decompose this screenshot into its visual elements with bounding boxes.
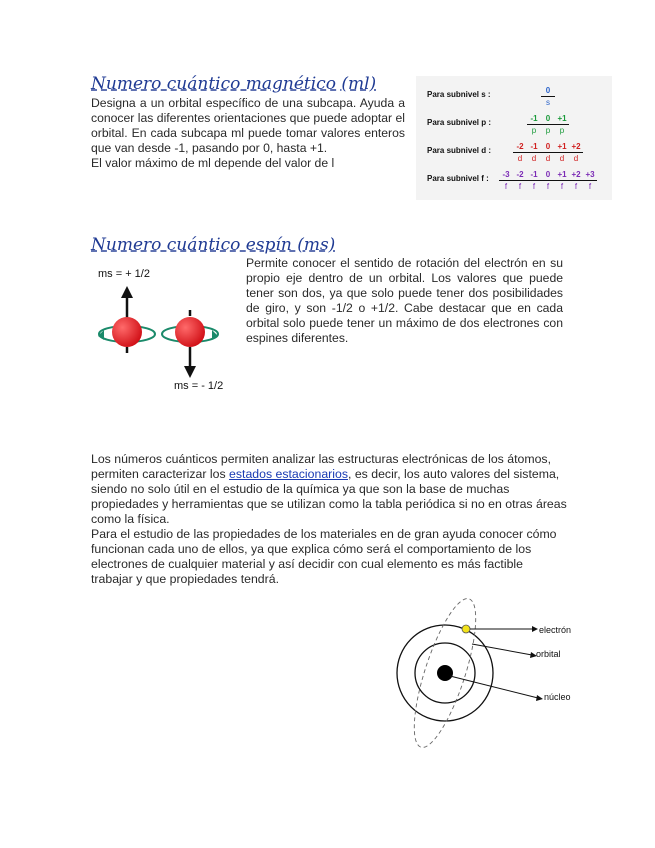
spin-illustration — [90, 258, 240, 403]
magnetic-description — [91, 96, 405, 171]
summary-text — [91, 452, 567, 587]
ml-value: 0 — [541, 86, 555, 97]
subnivel-letter: p — [531, 126, 537, 135]
subnivel-letter: f — [504, 182, 508, 191]
ml-value: -3 — [499, 170, 513, 181]
ml-value: -2 — [513, 142, 527, 153]
subnivel-label-s: Para subnivel s : — [427, 90, 491, 99]
subnivel-letter: f — [518, 182, 522, 191]
electron — [462, 625, 470, 633]
atom-diagram — [390, 596, 580, 776]
ml-value: -1 — [527, 114, 541, 125]
estados-estacionarios-link[interactable]: estados estacionarios — [229, 467, 348, 481]
subnivel-letter: f — [560, 182, 564, 191]
subnivel-letter: d — [517, 154, 523, 163]
summary-p1-start: Los números cuánticos permiten analizar las estructuras electrónicas de los átomos, permiten caracterizar los — [91, 452, 551, 481]
ml-value: 0 — [541, 142, 555, 153]
ml-value: -1 — [527, 142, 541, 153]
nucleus-label: núcleo — [544, 692, 571, 702]
magnetic-paragraph: Designa a un orbital específico de una subcapa. Ayuda a conocer las diferentes orientaciones que puede adoptar el orbital. En cada subcapa ml puede tomar valores enteros que van desde -1, pasando por 0, hasta +1. — [91, 96, 405, 155]
ml-value: +1 — [555, 170, 569, 181]
subnivel-letter: f — [546, 182, 550, 191]
orbital-pointer — [472, 644, 532, 655]
atom-drawing — [390, 596, 580, 776]
spin-drawing — [90, 258, 240, 403]
spin-up-label: ms = + 1/2 — [98, 268, 150, 280]
subnivel-letter: f — [588, 182, 592, 191]
nucleus-pointer — [450, 676, 538, 698]
summary-p1-end: , es decir, los auto valores del sistema, siendo no solo útil en el estudio de la química ya que son la base de muchas propiedades y herramientas que se utilizan como la tabla periódica si no en otras áreas como la física. — [91, 467, 567, 526]
ml-value: +2 — [569, 170, 583, 181]
subnivel-letter: f — [574, 182, 578, 191]
subnivel-row-f — [416, 170, 612, 198]
ml-value: 0 — [541, 170, 555, 181]
subnivel-letter: p — [559, 126, 565, 135]
subnivel-letter: p — [545, 126, 551, 135]
spin-quantum-number-title: Numero cuántico espín (ms) — [91, 235, 336, 255]
ml-value: 0 — [541, 114, 555, 125]
subnivel-row-d — [416, 142, 612, 170]
ml-value: +3 — [583, 170, 597, 181]
ml-value: -1 — [527, 170, 541, 181]
subnivel-letter: f — [532, 182, 536, 191]
subnivel-table — [416, 76, 612, 200]
magnetic-quantum-number-title: Numero cuántico magnético (ml) — [91, 74, 377, 94]
subnivel-letter: d — [573, 154, 579, 163]
subnivel-letter: d — [531, 154, 537, 163]
summary-paragraph-2: Para el estudio de las propiedades de los materiales en de gran ayuda conocer cómo funcionan cada uno de ellos, ya que explica cómo será el comportamiento de los electrones de cualquier material y así decidir con cual elemento es más factible trabajar y que propiedades tendrá. — [91, 527, 557, 586]
ml-value: -2 — [513, 170, 527, 181]
nucleus — [437, 665, 453, 681]
subnivel-letter: d — [559, 154, 565, 163]
summary-paragraph-1 — [91, 452, 567, 527]
spin-down-electron — [162, 310, 218, 378]
subnivel-row-s — [416, 86, 612, 114]
spin-paragraph: Permite conocer el sentido de rotación del electrón en su propio eje dentro de un orbital. Los valores que puede tener son dos, ya que solo puede tener dos posibilidades de giro, y son -1/2 o +1/2. Cabe destacar que en cada orbital solo puede tener un máximo de dos electrones con espines diferentes. — [246, 256, 563, 345]
subnivel-letter: s — [546, 98, 550, 107]
ml-value: +2 — [569, 142, 583, 153]
spin-up-electron — [98, 286, 155, 353]
subnivel-letter: d — [545, 154, 551, 163]
subnivel-label-d: Para subnivel d : — [427, 146, 492, 155]
spin-down-label: ms = - 1/2 — [174, 380, 224, 392]
orbital-label: orbital — [536, 649, 561, 659]
subnivel-row-p — [416, 114, 612, 142]
ml-value: +1 — [555, 114, 569, 125]
ml-value: +1 — [555, 142, 569, 153]
magnetic-paragraph-2: El valor máximo de ml depende del valor de l — [91, 156, 335, 170]
subnivel-label-p: Para subnivel p : — [427, 118, 492, 127]
subnivel-label-f: Para subnivel f : — [427, 174, 489, 183]
electron-label: electrón — [539, 625, 572, 635]
